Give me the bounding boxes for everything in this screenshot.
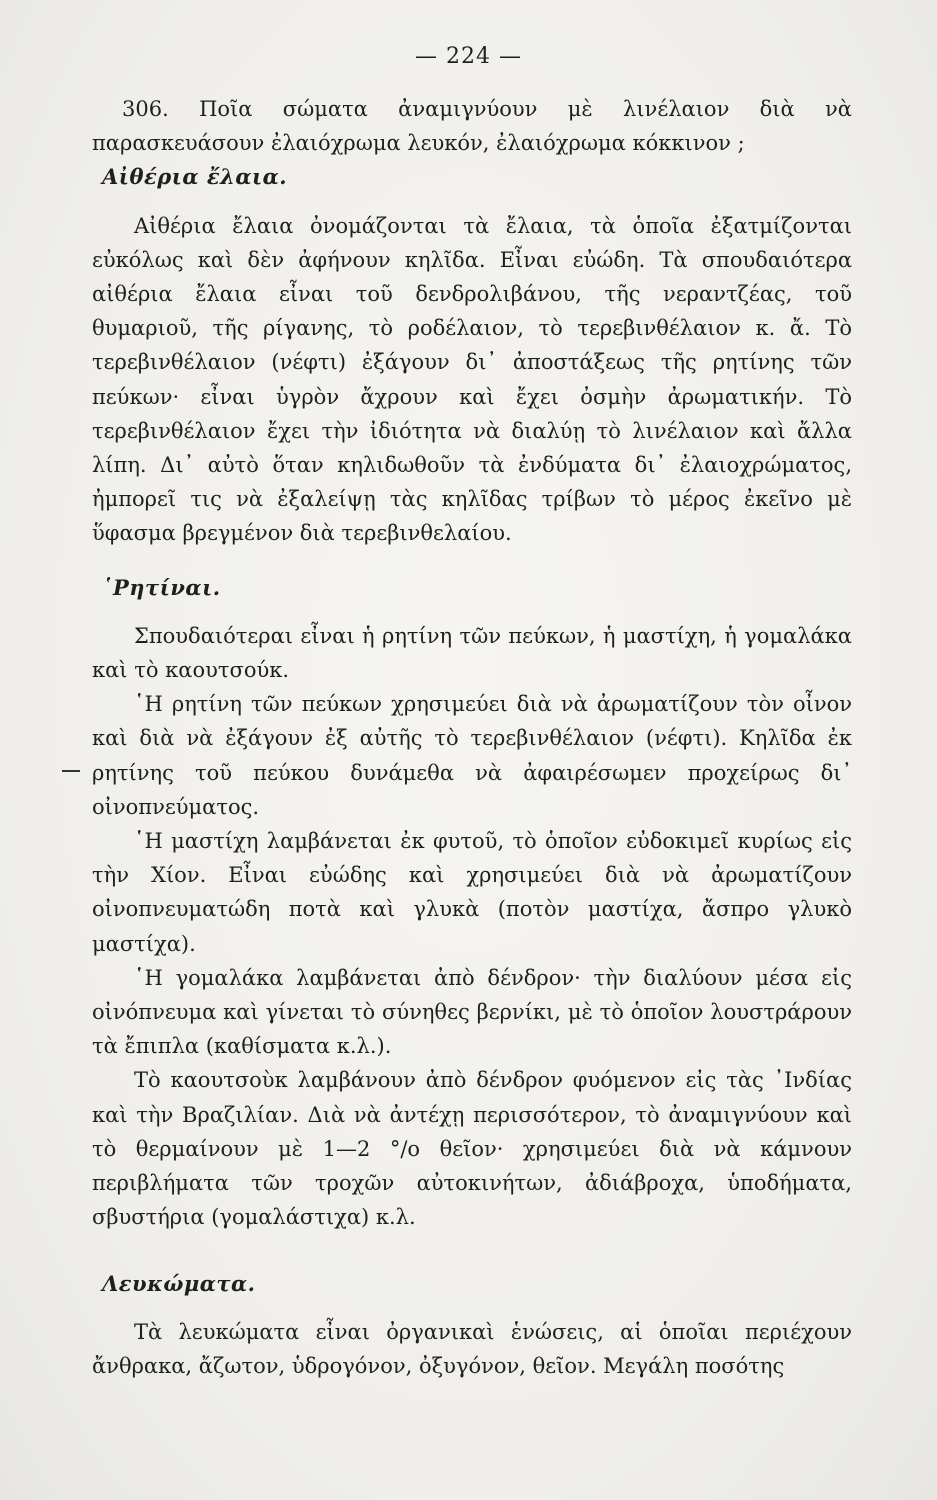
paragraph-shellac: ῾Η γομαλάκα λαμβάνεται ἀπὸ δένδρον· τὴν διαλύουν μέσα εἰς οἰνόπνευμα καὶ γίνεται τὸ σύνηθες βερνίκι, μὲ τὸ ὁποῖον λουστράρουν τὰ ἔπιπλα (καθίσματα κ.λ.).	[92, 965, 852, 1059]
page-number: — 224 —	[415, 44, 522, 69]
question-306: 306. Ποῖα σώματα ἀναμιγνύουν μὲ λινέλαιον διὰ νὰ παρασκευάσουν ἐλαιόχρωμα λευκόν, ἐλαιόχρωμα κόκκινον ;	[92, 97, 852, 156]
section-heading-albumins: Λευκώματα.	[102, 1270, 256, 1296]
section-heading-resins: ῾Ρητίναι.	[102, 574, 221, 600]
paragraph-rubber: Τὸ καουτσοὺκ λαμβάνουν ἀπὸ δένδρον φυόμενον εἰς τὰς ᾿Ινδίας καὶ τὴν Βραζιλίαν. Διὰ νὰ ἀντέχῃ περισσότερον, τὸ ἀναμιγνύουν καὶ τὸ θερμαίνουν μὲ 1—2 °/ο θεῖον· χρησιμεύει διὰ νὰ κάμνουν περιβλήματα τῶν τροχῶν αὐτοκινήτων, ἀδιάβροχα, ὑποδήματα, σβυστήρια (γομαλάστιχα) κ.λ.	[92, 1068, 852, 1230]
paragraph-pine-resin: ῾Η ρητίνη τῶν πεύκων χρησιμεύει διὰ νὰ ἀρωματίζουν τὸν οἶνον καὶ διὰ νὰ ἐξάγουν ἐξ αὐτῆς τὸ τερεβινθέλαιον (νέφτι). Κηλῖδα ἐκ ρητίνης τοῦ πεύκου δυνάμεθα νὰ ἀφαιρέσωμεν προχείρως δι᾽ οἰνοπνεύματος.	[92, 692, 852, 819]
margin-mark	[62, 770, 80, 772]
paragraph-resins-intro: Σπουδαιότεραι εἶναι ἡ ρητίνη τῶν πεύκων, ἡ μαστίχη, ἡ γομαλάκα καὶ τὸ καουτσούκ.	[92, 623, 852, 683]
section-heading-ethereal-oils: Αἰθέρια ἔλαια.	[102, 164, 288, 190]
paragraph-ethereal-oils: Αἰθέρια ἔλαια ὀνομάζονται τὰ ἔλαια, τὰ ὁποῖα ἐξατμίζονται εὐκόλως καὶ δὲν ἀφήνουν κηλῖδα. Εἶναι εὐώδη. Τὰ σπουδαιότερα αἰθέρια ἔλαια εἶναι τοῦ δενδρολιβάνου, τῆς νεραντζέας, τοῦ θυμαριοῦ, τῆς ρίγανης, τὸ ροδέλαιον, τὸ τερεβινθέλαιον κ. ἄ. Τὸ τερεβινθέλαιον (νέφτι) ἐξάγουν δι᾽ ἀποστάξεως τῆς ρητίνης τῶν πεύκων· εἶναι ὑγρὸν ἄχρουν καὶ ἔχει ὀσμὴν ἀρωματικήν. Τὸ τερεβινθέλαιον ἔχει τὴν ἰδιότητα νὰ διαλύῃ τὸ λινέλαιον καὶ ἄλλα λίπη. Δι᾽ αὐτὸ ὅταν κηλιδωθοῦν τὰ ἐνδύματα δι᾽ ἐλαιοχρώματος, ἠμπορεῖ τις νὰ ἐξαλείψῃ τὰς κηλῖδας τρίβων τὸ μέρος ἐκεῖνο μὲ ὕφασμα βρεγμένον διὰ τερεβινθελαίου.	[92, 213, 852, 546]
paragraph-mastic: ῾Η μαστίχη λαμβάνεται ἐκ φυτοῦ, τὸ ὁποῖον εὐδοκιμεῖ κυρίως εἰς τὴν Χίον. Εἶναι εὐώδης καὶ χρησιμεύει διὰ νὰ ἀρωματίζουν οἰνοπνευματώδη ποτὰ καὶ γλυκὰ (ποτὸν μαστίχα, ἄσπρο γλυκὸ μαστίχα).	[92, 829, 852, 956]
page-content	[92, 92, 852, 1383]
paragraph-albumins: Τὰ λευκώματα εἶναι ὀργανικαὶ ἑνώσεις, αἱ ὁποῖαι περιέχουν ἄνθρακα, ἄζωτον, ὑδρογόνον, ὀξυγόνον, θεῖον. Μεγάλη ποσότης	[92, 1319, 852, 1378]
